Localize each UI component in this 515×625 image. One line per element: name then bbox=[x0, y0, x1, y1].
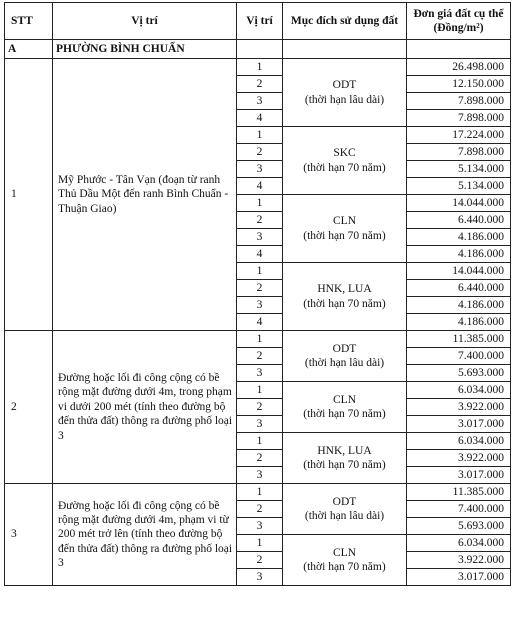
position-cell: 2 bbox=[237, 280, 283, 297]
position-cell: 2 bbox=[237, 144, 283, 161]
land-use-term: (thời hạn 70 năm) bbox=[303, 297, 386, 310]
section-empty-cell bbox=[237, 40, 283, 59]
position-cell: 4 bbox=[237, 110, 283, 127]
position-cell: 1 bbox=[237, 263, 283, 280]
position-cell: 2 bbox=[237, 348, 283, 365]
price-cell: 4.186.000 bbox=[407, 229, 511, 246]
header-purpose: Mục đích sử dụng đất bbox=[283, 3, 407, 40]
price-cell: 7.400.000 bbox=[407, 501, 511, 518]
position-cell: 4 bbox=[237, 246, 283, 263]
position-cell: 3 bbox=[237, 161, 283, 178]
header-price: Đơn giá đất cụ thể (Đồng/m²) bbox=[407, 3, 511, 40]
land-use-cell bbox=[283, 535, 407, 586]
position-cell: 1 bbox=[237, 59, 283, 76]
position-cell: 2 bbox=[237, 450, 283, 467]
entry-stt: 3 bbox=[5, 484, 53, 586]
position-cell: 2 bbox=[237, 501, 283, 518]
position-cell: 1 bbox=[237, 331, 283, 348]
price-cell: 7.898.000 bbox=[407, 110, 511, 127]
land-use-cell bbox=[283, 331, 407, 382]
price-cell: 3.017.000 bbox=[407, 569, 511, 586]
entry-location: Đường hoặc lối đi công cộng có bề rộng mặt đường dưới 4m, trong phạm vi dưới 200 mét (tính theo đường bộ đến thửa đất) thông ra đường phố loại 3 bbox=[53, 331, 237, 484]
section-title: PHƯỜNG BÌNH CHUẨN bbox=[53, 40, 237, 59]
position-cell: 3 bbox=[237, 569, 283, 586]
land-use-term: (thời hạn 70 năm) bbox=[303, 408, 386, 420]
price-cell: 17.224.000 bbox=[407, 127, 511, 144]
land-use-code: CLN bbox=[333, 546, 356, 559]
price-cell: 3.017.000 bbox=[407, 416, 511, 433]
price-cell: 5.134.000 bbox=[407, 178, 511, 195]
header-row bbox=[5, 3, 511, 40]
position-cell: 1 bbox=[237, 535, 283, 552]
position-cell: 3 bbox=[237, 297, 283, 314]
land-use-code: SKC bbox=[333, 147, 356, 160]
price-cell: 6.034.000 bbox=[407, 535, 511, 552]
entry-stt: 2 bbox=[5, 331, 53, 484]
price-cell: 6.034.000 bbox=[407, 433, 511, 450]
land-use-term: (thời hạn 70 năm) bbox=[303, 161, 386, 174]
land-use-code: CLN bbox=[333, 215, 356, 228]
land-use-term: (thời hạn lâu dài) bbox=[304, 93, 385, 106]
position-cell: 1 bbox=[237, 195, 283, 212]
entry-location: Mỹ Phước - Tân Vạn (đoạn từ ranh Thủ Dầu Một đến ranh Bình Chuẩn - Thuận Giao) bbox=[53, 59, 237, 331]
price-cell: 4.186.000 bbox=[407, 297, 511, 314]
entry-stt: 1 bbox=[5, 59, 53, 331]
table-row bbox=[5, 59, 511, 76]
price-cell: 14.044.000 bbox=[407, 263, 511, 280]
land-use-term: (thời hạn lâu dài) bbox=[304, 357, 385, 369]
position-cell: 3 bbox=[237, 229, 283, 246]
price-cell: 26.498.000 bbox=[407, 59, 511, 76]
position-cell: 2 bbox=[237, 212, 283, 229]
price-cell: 4.186.000 bbox=[407, 246, 511, 263]
land-use-code: CLN bbox=[333, 393, 356, 406]
position-cell: 2 bbox=[237, 76, 283, 93]
position-cell: 2 bbox=[237, 552, 283, 569]
position-cell: 3 bbox=[237, 518, 283, 535]
price-cell: 7.898.000 bbox=[407, 144, 511, 161]
land-use-term: (thời hạn 70 năm) bbox=[303, 229, 386, 242]
land-use-code: ODT bbox=[332, 342, 357, 355]
position-cell: 1 bbox=[237, 484, 283, 501]
price-cell: 3.922.000 bbox=[407, 552, 511, 569]
land-use-cell bbox=[283, 433, 407, 484]
price-cell: 7.400.000 bbox=[407, 348, 511, 365]
price-cell: 12.150.000 bbox=[407, 76, 511, 93]
price-cell: 3.922.000 bbox=[407, 399, 511, 416]
price-cell: 5.134.000 bbox=[407, 161, 511, 178]
land-use-cell bbox=[283, 59, 407, 127]
position-cell: 3 bbox=[237, 467, 283, 484]
price-cell: 7.898.000 bbox=[407, 93, 511, 110]
land-use-code: HNK, LUA bbox=[317, 444, 372, 457]
header-location: Vị trí bbox=[53, 3, 237, 40]
price-cell: 5.693.000 bbox=[407, 365, 511, 382]
position-cell: 3 bbox=[237, 365, 283, 382]
table-row bbox=[5, 484, 511, 501]
price-cell: 6.440.000 bbox=[407, 280, 511, 297]
price-cell: 14.044.000 bbox=[407, 195, 511, 212]
position-cell: 2 bbox=[237, 399, 283, 416]
position-cell: 1 bbox=[237, 433, 283, 450]
price-cell: 6.034.000 bbox=[407, 382, 511, 399]
price-cell: 4.186.000 bbox=[407, 314, 511, 331]
price-cell: 6.440.000 bbox=[407, 212, 511, 229]
section-row bbox=[5, 40, 511, 59]
position-cell: 3 bbox=[237, 416, 283, 433]
position-cell: 3 bbox=[237, 93, 283, 110]
land-price-table bbox=[4, 2, 511, 586]
land-use-cell bbox=[283, 195, 407, 263]
table-row bbox=[5, 331, 511, 348]
land-use-term: (thời hạn 70 năm) bbox=[303, 561, 386, 573]
land-use-cell bbox=[283, 484, 407, 535]
land-use-cell bbox=[283, 382, 407, 433]
price-cell: 3.922.000 bbox=[407, 450, 511, 467]
land-use-code: ODT bbox=[332, 79, 357, 92]
section-empty-cell bbox=[407, 40, 511, 59]
document-page bbox=[4, 2, 511, 586]
position-cell: 4 bbox=[237, 178, 283, 195]
land-use-cell bbox=[283, 263, 407, 331]
position-cell: 1 bbox=[237, 382, 283, 399]
section-code: A bbox=[5, 40, 53, 59]
land-use-cell bbox=[283, 127, 407, 195]
land-use-term: (thời hạn 70 năm) bbox=[303, 459, 386, 471]
price-cell: 3.017.000 bbox=[407, 467, 511, 484]
header-position: Vị trí bbox=[237, 3, 283, 40]
entry-location: Đường hoặc lối đi công cộng có bề rộng mặt đường dưới 4m, phạm vi từ 200 mét trở lên (tính theo đường bộ đến thửa đất) thông ra đường phố loại 3 bbox=[53, 484, 237, 586]
land-use-code: HNK, LUA bbox=[317, 283, 372, 296]
price-cell: 11.385.000 bbox=[407, 484, 511, 501]
header-stt: STT bbox=[5, 3, 53, 40]
price-cell: 11.385.000 bbox=[407, 331, 511, 348]
price-cell: 5.693.000 bbox=[407, 518, 511, 535]
position-cell: 4 bbox=[237, 314, 283, 331]
section-empty-cell bbox=[283, 40, 407, 59]
position-cell: 1 bbox=[237, 127, 283, 144]
land-use-term: (thời hạn lâu dài) bbox=[304, 510, 385, 522]
land-use-code: ODT bbox=[332, 495, 357, 508]
